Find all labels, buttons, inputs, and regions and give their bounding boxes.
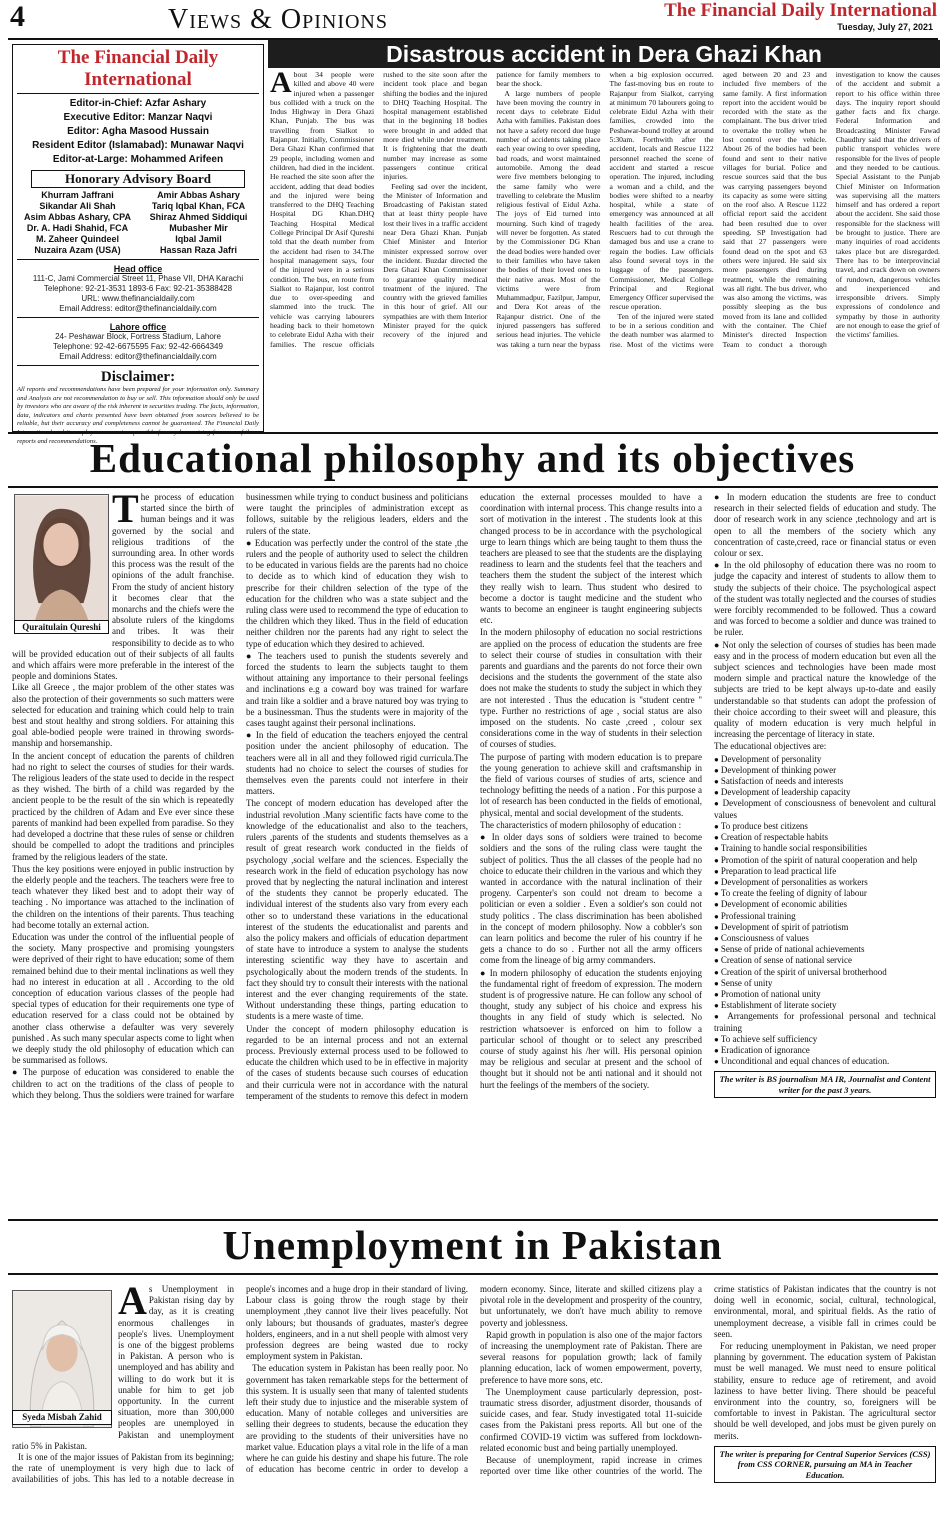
divider [17,317,259,318]
list-item: ● Development of personality [714,754,936,765]
paragraph: For reducing unemployment in Pakistan, we need proper planning by government. The education system of Pakistan must be well managed. We must need to ensure political stability, ensure to reduce age of retirement, and avoid laziness to have better living. There should be peaceful environment into the country, so, foreigners will be comfortable to invest in Pakistan. The agricultural sector should be well developed, and jobs must be given purely on merits. [714,1341,936,1441]
list-item: ● Development of spirit of patriotism [714,922,936,933]
head-office-title: Head office [113,264,163,274]
paragraph: The purpose of parting with modern education is to prepare the young generation to achieve skill and craftsmanship in the field of various courses of studies of arts, science and technology befitting the needs of a nation . For this purpose a lot of research has been conducted in the fields of emotional, physical, mental and social development of the students. [480,751,702,818]
list-item: ● Promotion of national unity [714,989,936,1000]
drop-cap: T [112,492,139,531]
list-item: ● Consciousness of values [714,933,936,944]
list-item: ● To achieve self sufficiency [714,1034,936,1045]
paragraph: ● Education was perfectly under the control of the state ,the rulers and the people of authority used to select the children to be educated in various fields are the parents had no choice to decide as to which kind of education they wish to prescribe for their children selection of the type of the education for the children who was a state subject and the ruling class were used to recommend the type of education to the children which they liked. Thus in the field of education neither children nor the parents had any right to select the type of education which they desired to achieved. [246,537,468,649]
address-line: URL: www.thefinancialdaily.com [81,294,195,303]
author-name: Quraitulain Qureshi [14,620,109,634]
list-item: ● Development of economic abilities [714,899,936,910]
staff-member: Resident Editor (Islamabad): Munawar Naqvi [32,140,244,151]
paragraph: s Unemployment in Pakistan rising day by day, as it is creating enormous challenges in people's lives. Unemployment is one of the biggest problems in Pakistan. A person who is unemployed and has ability and willing to do work but it is unable for him to get job opportunity. In the current situation, more than 300,000 peoples are unemployed in Pakistan and unemployment ratio 5% in Pakistan. [12,1284,234,1451]
paragraph: The characteristics of modern philosophy of education : [480,819,682,830]
paragraph: A large numbers of people have been moving the country in recent days to celebrate Eidul Azha with families. Pakistan does not have a safety record due huge number of accidents taking place each year owing to over speeding, bad roads, and worst maintained automobile. Among the dead were five members belonging to the same family who were travelling to celebrate the Muslim religious festival of Eidul Azha. The joys of Eid turned into mourning. Such kind of tragedy will never be forgotten. As stated by the Commissioner DG Khan the dead bodies were handed over to their families who have taken the bodies of their loved ones to their native areas. Most of the victims were from Muhammadpur, Fazilpur, Jampur, and Dera Kot areas of the Rajanpur district. One of the injured passengers has suffered serious head injuries. The vehicle was taking a turn near the bypass when a big explosion occurred. The fast-moving bus en route to Rajanpur from Sialkot, carrying at minimum 70 labourers going to celebrate Eidul Azha with their families, crowded into the Peshawar-bound trolley at around 5:30am. Forthwith after the accident, locals and Rescue 1122 personnel reached the scene of accident and started a rescue operation. The injured, including a woman and a child, and the bodies were shifted to a nearby hospital, while a state of emergency was announced at all health facilities of the area. Rescuers had to cut through the damaged bus and use a crane to regain the bodies. Law officials also found several toys in the luggage of the passengers. Commissioner, Medical College Principal and Regional Emergency Officer supervised the rescue operation. [496,70,714,349]
author-bio: The writer is preparing for Central Superior Services (CSS) from CSS CORNER, pursuing an MA in Teacher Education. [714,1446,936,1484]
board-member: Mubasher Mir [169,223,228,233]
divider [8,486,938,488]
paragraph: Ten of the injured were stated to be in a serious condition and the death number was alarmed to rise. Most of the victims were aged between 20 and 23 and included five members of the same family. A first information report into the accident would be recorded with the state as the complainant. The bus driver tried to overtake the trolley when he lost control over the vehicle. About 26 of the bodies had been found and sent to their native villages for burial. Police and rescue sources said that the bus was carrying passengers beyond its capacity as some were sitting on the roof also. A Rescue 1122 official report said the accident had been resulted due to over speeding. SP Investigation had said that 27 passengers were found dead on the spot and 63 others were injured. He said six more passengers died during treatment, while the remaining was all right. The bus driver, who was also among the victims, was possibly sleeping as the bus moved from its lane and collided with the container. The Chief Minister's directed Inspection Team to conduct a thorough investigation to know the causes of the accident and submit a report to his office within three days. The inquiry report should gather facts and fix charge. Federal Information and Broadcasting Minister Fawad Chaudhry said that the drivers of public transport vehicles were responsible for the lives of people and they needed to be cautious. Special Assistant to the Punjab Chief Minister on Information was supervising all the matters himself and has ordered a report about the accident. She said those responsible for the slackness will be brought to justice. There are many inquiries of road accidents takes place but are disregarded. There has to be interprovincial travel, and crack down on owners of rundown, dangerous vehicles and inexperienced and irresponsible drivers. Simply expressions of condolence and sympathy by those in authority are not enough to ease the grief of the victims' families. [609,70,940,349]
paragraph: It is one of the major issues of Pakistan from its beginning; the rate of unemployment is very high due to lack of availabilities of jobs. This has led to a notable decrease in people's incomes and a huge drop in their standard of living. Labour class is going throw the rough stage by their unemployment ,they cannot live their lives peacefully. Not only labours; but thousands of graduates, master's degree holders, engineers, and in a nut shell people with almost very profession degrees are being wasted due to rocky employment system in Pakistan. [12,1284,468,1485]
list-item: ● Creation of respectable habits [714,832,936,843]
article1-headline: Disastrous accident in Dera Ghazi Khan [268,40,940,68]
paragraph: ● In modern philosophy of education the students enjoying the fundamental right of freedom of expression. The modern student is of progressive nature. He can follow any school of thought, study any subject of his choice and express his thoughts in any field of study which is selected. No restriction whatsoever is enforced on him to follow a particular school of thought or to select any prescribed course of study against his /her will. His personal opinion may be religious and secular at present and the school of thought but it should not be anti national and it should not hurt the feelings of the members of the society. [480,967,702,1090]
divider [8,1273,938,1275]
board-member: M. Zaheer Quindeel [35,234,120,244]
advisory-board [17,190,259,256]
list-item: ● Creation of the spirit of universal brotherhood [714,967,936,978]
article3-headline: Unemployment in Pakistan [222,1222,723,1268]
paragraph: The education system in Pakistan has been really poor. No government has taken remarkable steps for the betterment of this system. It is usually seen that many of talented students left their study due to injustice and the miserable system of education. Many of notable colleges and universities are selling their degrees to students, because the education they are providing to the students of their universities have no market value. Education plays a vital role in the life of a man where he can guide his destiny and shape his future. The role of education has become centric in order to develop a modern economy. Since, literate and skilled citizens play a pivotal role in the development and prosperity of the country, but unfortunately, we don't have much ability to remove poverty and joblessness. [246,1284,702,1475]
board-member: Amir Abbas Ashary [157,190,240,200]
issue-date: Tuesday, July 27, 2021 [837,22,933,32]
list-item: ● Satisfaction of needs and interests [714,776,936,787]
list-item: ● Professional training [714,911,936,922]
board-member: Sikandar Ali Shah [39,201,116,211]
paragraph: ● In older days sons of soldiers were trained to become soldiers and the sons of the ruling class were taught the subject of politics. Thus the all classes of the people had no choice to educate their children in the various and which they wanted in accordance with the natural inclination of their progeny. Carpenter's son could not dream to become a politician or even a soldier . Even a soldier's son could not study politics . The class discrimination has been abolished in the concept of modern philosophy. Now a cobbler's son can learn politics and become the ruler of his country if he gets a chance to do so . Further not all the army officers come from the lineage of big army commanders. [480,832,702,966]
paragraph: ● In the old philosophy of education there was no room to judge the capacity and interest of students to allow them to study the subjects of their choice. The psychological aspect of the student was totally neglected and the courses of studies were forcibly recommended to be followed. Thus a coward and was forced to become a soldier and dunce was trained to be ruler. [714,560,936,638]
divider [17,259,259,260]
article2-body [12,492,936,1214]
paragraph: The Unemployment cause particularly depression, post-traumatic stress disorder, adjustment disorder, thousands of suicide cases, and fear. Study investigated total 11-suicide cases from the Pakistani press reports. All but one of the confirmed COVID-19 victim was suffered from lockdown-related economic bust and being partially unemployed. [480,1386,702,1453]
paragraph: ● In modern education the students are free to conduct research in their selected fields of education and study. The door of research work in any science ,technology and art is open to all the members of the society which any concentration of caste,creed, race or financial status or even colour or sex. [714,492,936,559]
lahore-office-address [17,332,259,362]
section-title: Views & Opinions [168,4,388,35]
paragraph: he process of education started since the birth of human beings and it was governed by the social and religious traditions of the surrounding area. In other words this process was the result of the opinions of the adult franchise. From the study of ancient history it becomes clear that the monarchs and the chiefs were the absolute rulers of the kingdoms and tribes. It was their responsibility to decide as to who will be provided education out of their subjects of all faults and which affairs were more preferable in the interest of the people and dominions States. [12,492,234,682]
list-item: ● Preparation to lead practical life [714,866,936,877]
list-item: ● Eradication of ignorance [714,1045,936,1056]
advisory-board-heading: Honorary Advisory Board [31,170,245,188]
paragraph: Like all Greece , the major problem of the other states was also the protection of their governments so such matters were selected for education and training which could help to train best and stout healthy and strong soldiers. For attaining this goal able-bodied people were trained in throwing swords-manship and horsemanship. [12,682,234,749]
staff-member: Editor-in-Chief: Azfar Ashary [69,98,207,109]
staff-member: Editor: Agha Masood Hussain [67,126,209,137]
board-member: Shiraz Ahmed Siddiqui [149,212,248,222]
paragraph: The educational objectives are: [714,741,827,752]
address-line: Email Address: editor@thefinancialdaily.com [59,352,217,361]
head-office-address [17,274,259,314]
board-member: Dr. A. Hadi Shahid, FCA [26,223,129,233]
board-member: Tariq Iqbal Khan, FCA [151,201,246,211]
list-item: ● Training to handle social responsibilities [714,843,936,854]
list-item: ● To produce best citizens [714,821,936,832]
paragraph: Because of unemployment, rapid increase in crimes reported over time like other countries of the world. The crime statistics of Pakistan indicates that the country is not doing well in economic, social, cultural, technological, environmental, moral, and spiritual fields. As the ratio of unemployment decrease, a visible fall in crimes could be seen. [480,1284,936,1477]
list-item: ● Arrangements for professional personal and technical training [714,1011,936,1033]
author-photo [14,494,109,634]
staff-box [12,44,264,445]
list-item: ● Development of leadership capacity [714,787,936,798]
page-header [0,0,945,38]
paragraph: In the ancient concept of education the parents of children had no right to select the courses of studies for their wards. The religious leaders of the state used to decide in the respect as they wished. The birth of a child was regarded by the ancient people to be the result of the sin which is repeatedly practiced by the children of Adam and Eve ever since these parents of mankind had been expelled from paradise. So they had developed a doctrine that these rules of sense or children should be compelled to adopt the traditions and principles framed by the religious leaders of the state. [12,750,234,862]
staff-member: Executive Editor: Manzar Naqvi [63,112,213,123]
article2-headline: Educational philosophy and its objectives [89,435,856,481]
list-item: ● Creation of sense of national service [714,955,936,966]
list-item: ● Unconditional and equal chances of education. [714,1056,936,1067]
divider [17,365,259,366]
list-item: ● Development of thinking power [714,765,936,776]
paragraph: In the modern philosophy of education no social restrictions are applied on the process of education the students are free to select their course of studies in consultation with their parents and guardians and the parents do not force their own decisions and the students the government of the state also does not make the students to study the subject in which they are not interested . Thus the education is "student centre " type. Further no restrictions of age , social status are also imposed on the students. No caste ,creed , colour sex considerations come in the way of students in their selection of courses of studies. [480,627,702,750]
drop-cap: A [118,1284,147,1323]
staff-list [17,97,259,167]
advisory-board-right [138,190,259,256]
masthead: The Financial Daily International [664,0,937,21]
paragraph: Education was under the control of the influential people of the society. Many prospective and promising youngsters were deprived of their right to have education; some of them remained behind due to their mental inclinations as well they had no interest in education at all . According to the old conception of education various classes of the people had special types of education for their requirements one type of education reserved for a class could not be obtained by another class otherwise a defaulter was very severely punished . As such many specular aspects come to light when we deeply study the old philosophy of education which can be summarised as follows. [12,931,234,1066]
author-name: Syeda Misbah Zahid [12,1410,112,1425]
paragraph: The concept of modern education has developed after the industrial revolution .Many scientific facts have come to the knowledge of the educationalist and also to the teachers, rulers ,parents of the students and students themselves as a result of great research work conducted in the fields of psychology ,social welfare and the sciences. Especially the research work in the field of education psychology has now proved that by neglecting the natural inclination and interest of the students they cannot be properly educated. The individual interest of the students also vary from every each other so to understand these variations in the educational interest of the students the educationalist and parents and also the policy makers and officials of education department of state have to introduce a system to analyse the students interesting scientific way they have to ascertain and psychologically about the modern trends of the students. In fact they should try to consult their interests with the national interest and the ever changing requirements of the state. Without understanding these things, parting education to students is a mere waste of time. [246,798,468,1022]
page-number: 4 [10,0,25,33]
advisory-board-left [17,190,138,256]
list-item: ● To create the feeling of dignity of labour [714,888,936,899]
objectives-list [714,754,936,1068]
address-line: 24- Peshawar Block, Fortress Stadium, Lahore [55,332,221,341]
disclaimer-text: All reports and recommendations have been prepared for your information only. Summary and Analysis are not recommendation to buy or sell. This information should only be used by investors who are aware of the risk inherent in securities trading. The facts, information, data, indicators and charts presented have been obtained from sources believed to be reliable, but their accuracy and completeness cannot be guaranteed. The Financial Daily International and its employees are not responsible for any loss arising from use of these reports and recommendations. [17,386,259,445]
staff-member: Editor-at-Large: Mohammed Arifeen [52,154,224,165]
list-item: ● Development of consciousness of benevolent and cultural values [714,798,936,820]
paragraph: ● Not only the selection of courses of studies has been made easy and in the process of modern education but even all the subject sciences and technologies have been made most modern simple and practical nature the knowledge of the subjects are tried to be kept always up-to-date and easily understandable so that students can adopt the profession of their choice according to their sweet will and pleasure, this quality of modern education is very much helpful in increasing the percentage of literacy in state. [714,639,936,740]
board-member: Hassan Raza Jafri [159,245,238,255]
address-line: Telephone: 92-21-3531 1893-6 Fax: 92-21-35388428 [43,284,233,293]
address-line: Telephone: 92-42-6675595 Fax: 92-42-6664349 [53,342,223,351]
paragraph: ● The purpose of education was considered to enable the children to act on the traditions of the class of people to which they belong. Thus the soldiers were trained for warfare businessmen while trying to conduct business and politicians were taught the principles of administration except as follows, suitable by the religious leaders, elders and the rulers of the state. [12,492,468,1100]
list-item: ● Promotion of the spirit of natural cooperation and help [714,855,936,866]
paragraph: ● The teachers used to punish the students severely and forced the students to learn the subjects taught to them without attaining any importance to their personal feelings and inclinations e.g a coward boy was trained for warfare and train like a soldier and a brave natured boy was trying to be a businessman. Thus the students were in majority of the cases taught against their personal inclinations. [246,650,468,729]
lahore-office-title: Lahore office [109,322,167,332]
paragraph: Rapid growth in population is also one of the major factors of increasing the unemployment rate of Pakistan. There are several reasons for population growth; lack of family planning education, lack of women empowerment, poverty, preference to have more sons, etc. [480,1329,702,1385]
board-member: Khurram Jaffrani [41,190,114,200]
author-photo [12,1290,112,1428]
paragraph: ● In the field of education the teachers enjoyed the central position under the ancient philosophy of education. The teachers were all in all and they followed rigid curricula.The students had no choice to select the courses of studies for themselves even the parents could not interfere in their matters. [246,730,468,797]
list-item: ● Sense of unity [714,978,936,989]
address-line: 111-C, Jami Commercial Street 11, Phase VII, DHA Karachi [32,274,244,283]
paragraph: Thus the key positions were enjoyed in public instruction by the elderly people and the teachers. The teachers were free to teach whatever they liked best and to adopt their way of teaching . No importance was attached to the inclination of the children on the intentions of their parents. Thus teaching had become totally an external action. [12,863,234,930]
paragraph: Feeling sad over the incident, the Minister of Information and Broadcasting of Pakistan stated that at least thirty people have lost their lives in a traffic accident near Dera Ghazi Khan. Punjab Chief Minister and Interior minister expressed sorrow over the incident. Buzdar directed the Dera Ghazi Khan Commissioner to guarantee quality medical treatment of the injured. The country with the grieved families in this hour of grief. All our sympathies are with them Interior Minister prayed for the quick recovery of the injured and patience for family members to bear the shock. [383,70,601,340]
staff-box-title: The Financial Daily International [17,47,259,94]
address-line: Email Address: editor@thefinancialdaily.com [59,304,217,313]
board-member: Nuzaira Azam (USA) [34,245,121,255]
board-member: Asim Abbas Ashary, CPA [23,212,132,222]
list-item: ● Sense of pride of national achievements [714,944,936,955]
paragraph: bout 34 people were killed and above 40 were injured when a passenger bus collided with a truck on the Indus Highway in Dera Ghazi Khan, Punjab. The bus was travelling from Sialkot to Rajanpur. Initially, Commissioner Dera Ghazi Khan confirmed that 29 people, including women and children, had died in the incident. He reached the site soon after the accident, adding that dead bodies and the injured were being transferred to the DHQ Teaching Hospital DG Khan.DHQ Teaching Hospital Medical College Principal Dr Asif Qureshi told that the death number from the accident had risen to 34.The hospital management says, four of the injured were in a serious condition. The bus, en route from Sialkot to Rajanpur, lost control due to over-speeding and slammed into the truck. The vehicle was carrying labourers heading back to their hometown to celebrate Eidul Azha with their families. The rescue officials rushed to the site soon after the incident took place and began shifting the bodies and the injured to DHQ Teaching Hospital. The hospital management established that in the beginning 18 bodies were brought in and added that more died while under treatment. It is frightening that the death number may increase as some passengers continue critical injuries. [270,70,488,349]
article1-body [270,70,940,428]
board-member: Iqbal Jamil [175,234,222,244]
disclaimer-title: Disclaimer: [100,369,176,385]
list-item: ● Establishment of literate society [714,1000,936,1011]
list-item: ● Development of personalities as workers [714,877,936,888]
paragraph: Under the concept of modern philosophy education is regarded to be an internal process and not an external process. Previously external process used to be followed to educate the children which used to be in effective in majority of the cases of students because such courses of education and their curricula were not in accordance with the natural temperament of the students to remove this defect in modern education the external processes moulded to have a coordination with internal process. This change results into a sort of motivation in the interest . The students look at this changed process to be in accordance with the psychological urge to learn things which are being taught to them thuss the teachers are pleased to see that the students are the displaying readiness to learn and the students feel that the teachers and teachers them the student the subject of the interest which they really wish to learn. Thus student who desired to become a doctor is taught medicine and the student who wants to become an engineer is taught engineering subjects etc. [246,492,702,1101]
author-bio: The writer is BS journalism MA IR, Journalist and Content writer for the past 3 years. [714,1071,936,1098]
drop-cap: A [270,70,292,99]
article3-body [12,1284,936,1528]
